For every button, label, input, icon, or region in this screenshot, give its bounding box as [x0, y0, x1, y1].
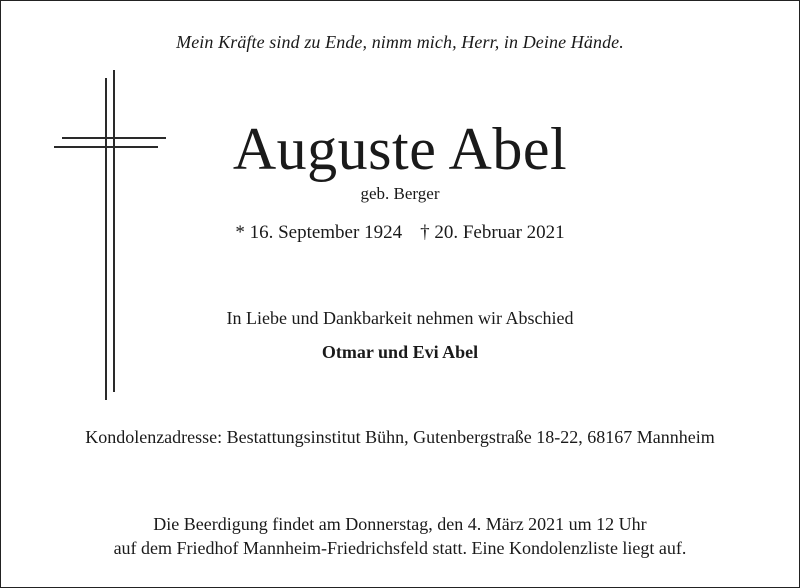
funeral-line-2: auf dem Friedhof Mannheim-Friedrichsfeld statt. Eine Kondolenzliste liegt auf. — [113, 538, 687, 558]
deceased-name: Auguste Abel — [232, 116, 568, 182]
farewell-text: In Liebe und Dankbarkeit nehmen wir Abschied — [226, 308, 574, 328]
life-dates — [0, 222, 800, 244]
death-date: † 20. Februar 2021 — [420, 222, 565, 243]
condolence-address: Kondolenzadresse: Bestattungsinstitut Bühn, Gutenbergstraße 18-22, 68167 Mannheim — [85, 427, 715, 447]
funeral-line-1: Die Beerdigung findet am Donnerstag, den 4. März 2021 um 12 Uhr — [153, 514, 647, 534]
funeral-notice — [0, 512, 800, 560]
maiden-name: geb. Berger — [360, 184, 440, 203]
mourners-names: Otmar und Evi Abel — [321, 342, 479, 362]
motto-text: Mein Kräfte sind zu Ende, nimm mich, Herr, in Deine Hände. — [176, 32, 624, 52]
birth-date: * 16. September 1924 — [235, 222, 403, 243]
